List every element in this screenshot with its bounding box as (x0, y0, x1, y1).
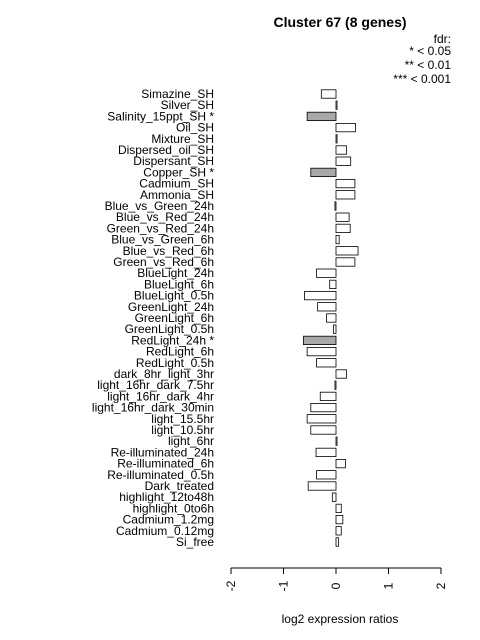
bar-greenlight-0-5h (333, 325, 336, 333)
label-dispersant-sh: Dispersant_SH (133, 154, 214, 169)
label-re-illuminated-0-5h: Re-illuminated_0.5h (107, 467, 214, 482)
bar-mixture-sh (336, 135, 337, 143)
bar-light-10-5hr (311, 426, 336, 434)
x-tick-label: -1 (276, 580, 291, 592)
legend-title: fdr: (433, 32, 451, 46)
label-redlight-6h: RedLight_6h (145, 344, 214, 359)
bar-salinity-15ppt-sh (307, 112, 336, 120)
bar-greenlight-6h (327, 314, 336, 322)
label-bluelight-0-5h: BlueLight_0.5h (133, 288, 214, 303)
bar-re-illuminated-0-5h (317, 471, 336, 479)
bar-cadmium-sh (336, 179, 355, 187)
bar-oil-sh (336, 123, 355, 131)
x-axis (224, 568, 448, 591)
x-tick-label: 1 (381, 582, 396, 590)
label-mixture-sh: Mixture_SH (151, 131, 214, 146)
label-blue-vs-red-24h: Blue_vs_Red_24h (115, 210, 214, 225)
bar-light-16hr-dark-30min (311, 403, 336, 411)
bar-ammonia-sh (336, 191, 355, 199)
x-tick-label: 2 (434, 582, 448, 590)
bar-green-vs-red-6h (336, 258, 355, 266)
x-tick-label: 0 (329, 582, 343, 590)
bar-light-16hr-dark-4hr (320, 392, 336, 400)
bar-blue-vs-green-6h (336, 235, 339, 243)
bar-simazine-sh (321, 90, 336, 98)
bar-bluelight-0-5h (305, 291, 337, 299)
label-light-16hr-dark-7-5hr: light_16hr_dark_7.5hr (97, 378, 214, 393)
label-copper-sh: Copper_SH * (143, 165, 214, 180)
label-greenlight-24h: GreenLight_24h (127, 299, 214, 314)
label-light-6hr: light_6hr (167, 434, 214, 449)
label-cadmium-1-2mg: Cadmium_1.2mg (122, 512, 214, 527)
bar-light-15-5hr (307, 415, 336, 423)
label-highlight-0to6h: highlight_0to6h (132, 501, 214, 516)
label-bluelight-24h: BlueLight_24h (137, 266, 214, 281)
bar-redlight-0-5h (317, 359, 336, 367)
bar-greenlight-24h (318, 303, 336, 311)
x-tick-label: -2 (224, 580, 238, 592)
bar-cadmium-0-12mg (336, 527, 341, 535)
label-dark-8hr-light-3hr: dark_8hr_light_3hr (113, 367, 214, 381)
bar-light-16hr-dark-7-5hr (335, 381, 336, 389)
bar-dispersant-sh (336, 157, 351, 165)
bar-highlight-12to48h (332, 493, 336, 501)
bar-redlight-6h (307, 347, 336, 355)
legend-entry-1: * < 0.05 (409, 44, 451, 58)
label-redlight-0-5h: RedLight_0.5h (135, 355, 214, 370)
bar-blue-vs-red-24h (336, 213, 349, 221)
bar-bluelight-24h (317, 269, 336, 277)
bar-green-vs-red-24h (336, 224, 350, 232)
legend-entry-3: *** < 0.001 (393, 72, 451, 86)
label-blue-vs-red-6h: Blue_vs_Red_6h (122, 243, 214, 258)
label-oil-sh: Oil_SH (175, 120, 214, 135)
label-green-vs-red-24h: Green_vs_Red_24h (106, 221, 214, 236)
label-silver-sh: Silver_SH (160, 98, 214, 113)
bar-silver-sh (336, 101, 337, 109)
bars-group (303, 90, 358, 546)
label-light-16hr-dark-30min: light_16hr_dark_30min (91, 400, 214, 415)
bar-blue-vs-red-6h (336, 247, 358, 255)
label-blue-vs-green-24h: Blue_vs_Green_24h (104, 199, 214, 213)
bar-re-illuminated-24h (316, 448, 336, 456)
label-ammonia-sh: Ammonia_SH (139, 187, 214, 202)
bar-cadmium-1-2mg (336, 515, 343, 523)
label-light-16hr-dark-4hr: light_16hr_dark_4hr (107, 389, 214, 404)
label-dispersed-oil-sh: Dispersed_oil_SH (117, 143, 214, 157)
label-re-illuminated-24h: Re-illuminated_24h (110, 445, 214, 460)
label-dark-treated: Dark_treated (144, 479, 214, 493)
label-salinity-15ppt-sh: Salinity_15ppt_SH * (107, 109, 214, 124)
bar-dark-treated (308, 482, 336, 490)
label-light-10-5hr: light_10.5hr (151, 423, 214, 437)
bar-redlight-24h (303, 336, 336, 344)
label-green-vs-red-6h: Green_vs_Red_6h (113, 255, 214, 269)
bar-dispersed-oil-sh (336, 146, 347, 154)
x-axis-title: log2 expression ratios (281, 612, 399, 626)
bar-blue-vs-green-24h (335, 202, 336, 210)
bar-bluelight-6h (330, 280, 336, 288)
label-greenlight-6h: GreenLight_6h (134, 311, 214, 325)
label-redlight-24h: RedLight_24h * (131, 333, 214, 348)
chart-title: Cluster 67 (8 genes) (273, 14, 407, 30)
label-re-illuminated-6h: Re-illuminated_6h (117, 456, 214, 471)
bar-copper-sh (311, 168, 336, 176)
label-bluelight-6h: BlueLight_6h (143, 277, 214, 292)
label-blue-vs-green-6h: Blue_vs_Green_6h (111, 232, 214, 247)
label-simazine-sh: Simazine_SH (141, 87, 214, 101)
category-labels-group (92, 87, 214, 549)
label-greenlight-0-5h: GreenLight_0.5h (124, 322, 214, 337)
bar-re-illuminated-6h (336, 459, 345, 467)
label-light-15-5hr: light_15.5hr (151, 411, 214, 426)
legend-entry-2: ** < 0.01 (404, 58, 451, 72)
bar-highlight-0to6h (336, 504, 341, 512)
label-si-free: Si_free (175, 535, 214, 549)
label-highlight-12to48h: highlight_12to48h (119, 490, 214, 505)
bar-si-free (336, 538, 339, 546)
label-cadmium-sh: Cadmium_SH (139, 176, 214, 191)
label-cadmium-0-12mg: Cadmium_0.12mg (115, 523, 214, 538)
bar-light-6hr (336, 437, 337, 445)
bar-dark-8hr-light-3hr (336, 370, 347, 378)
